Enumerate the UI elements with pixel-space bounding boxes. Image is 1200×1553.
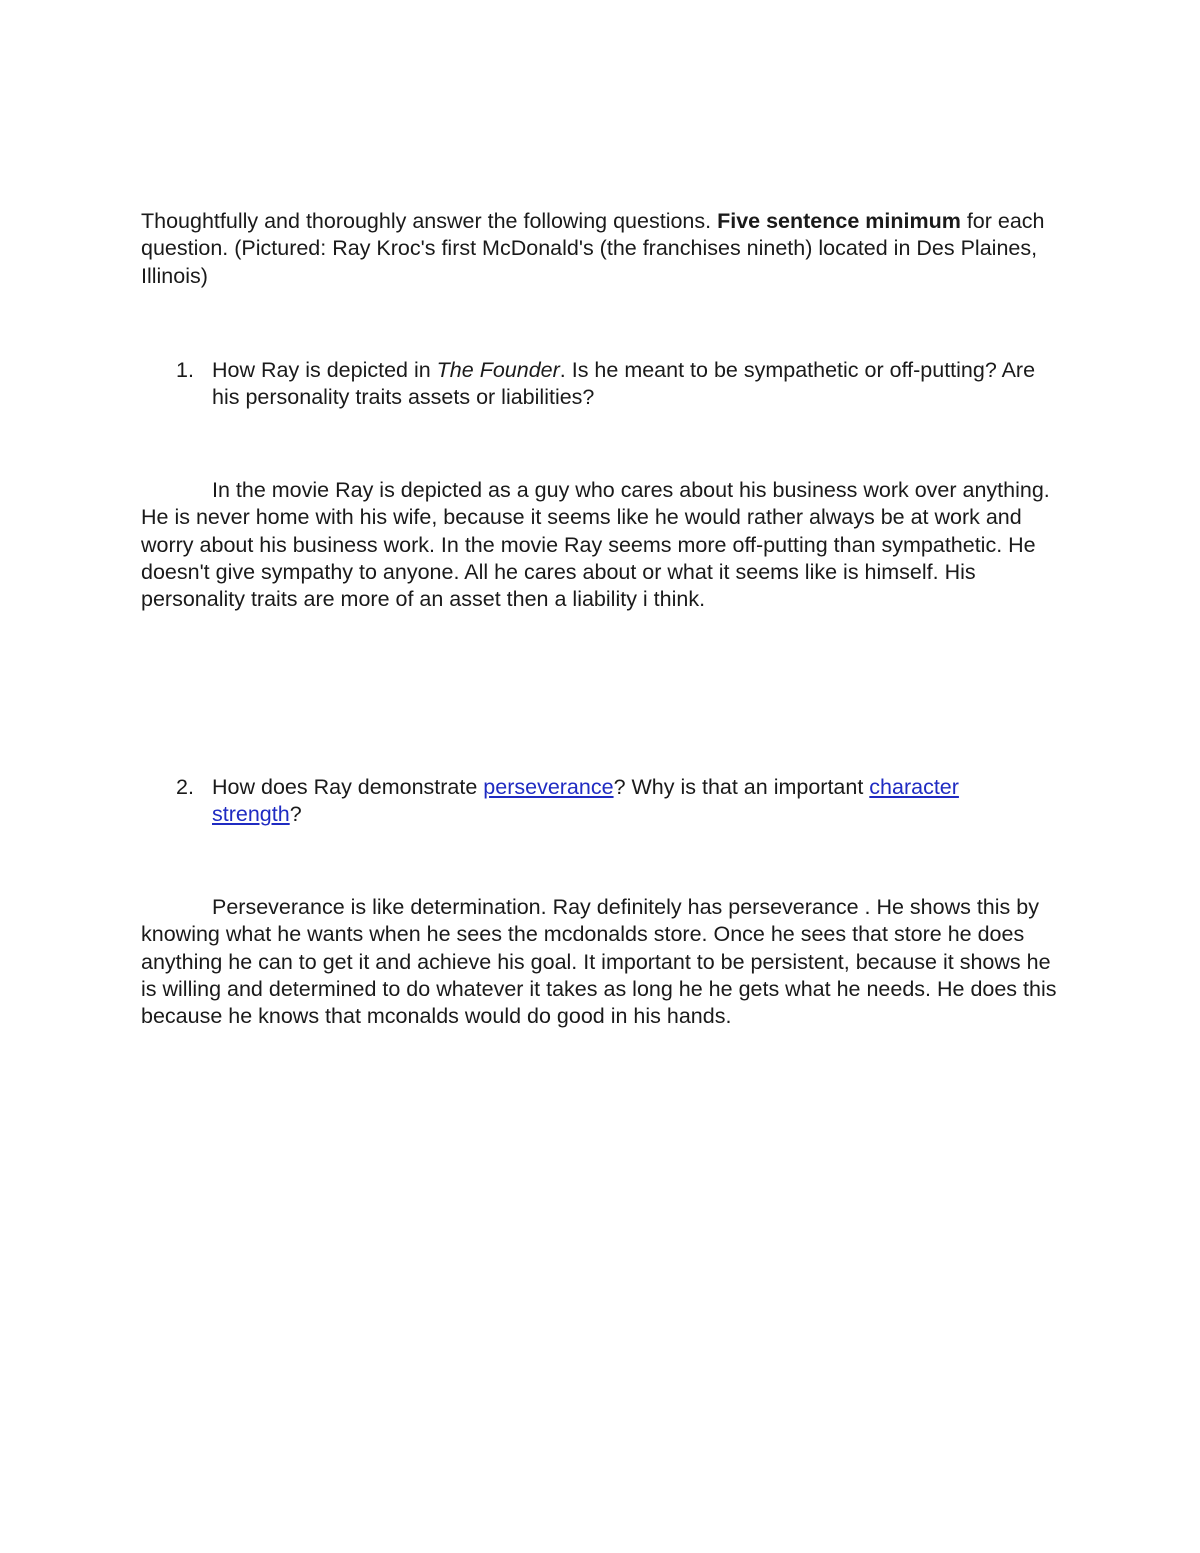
question-2: [141, 774, 1041, 829]
instructions-emphasis: Five sentence minimum: [717, 209, 961, 233]
answer-2: Perseverance is like determination. Ray definitely has perseverance . He shows this by knowing what he wants when he sees the mcdonalds store. Once he sees that store he does anything he can to get it and achieve his goal. It important to be persistent, because it shows he is willing and determined to do whatever it takes as long he he gets what he needs. He does this because he knows that mconalds would do good in his hands.: [141, 895, 1057, 1029]
question-1-text: How Ray is depicted in: [212, 358, 437, 382]
question-1-number: 1.: [176, 358, 194, 382]
question-1: [141, 357, 1041, 412]
question-2-number: 2.: [176, 775, 194, 799]
movie-title: The Founder: [436, 358, 560, 382]
answer-1: In the movie Ray is depicted as a guy who cares about his business work over anything. He is never home with his wife, because it seems like he would rather always be at work and worry about his business work. In the movie Ray seems more off-putting than sympathetic. He doesn't give sympathy to anyone. All he cares about or what it seems like is himself. His personality traits are more of an asset then a liability i think.: [141, 478, 1050, 612]
instructions-paragraph: [141, 208, 1071, 290]
instructions-text: Thoughtfully and thoroughly answer the following questions.: [141, 209, 718, 233]
perseverance-link[interactable]: perseverance: [483, 775, 614, 799]
instructions-text-continued: for each question. (Pictured: Ray Kroc's first McDonald's (the franchises nineth) located in Des Plaines, Illinois): [141, 209, 1045, 288]
question-2-text: How does Ray demonstrate: [212, 775, 484, 799]
character-strength-link[interactable]: character strength: [212, 775, 959, 827]
question-1-text-continued: . Is he meant to be sympathetic or off-putting? Are his personality traits assets or liabilities?: [212, 358, 1036, 410]
question-2-text-end: ?: [289, 802, 302, 827]
question-2-text-middle: ? Why is that an important: [613, 775, 870, 799]
